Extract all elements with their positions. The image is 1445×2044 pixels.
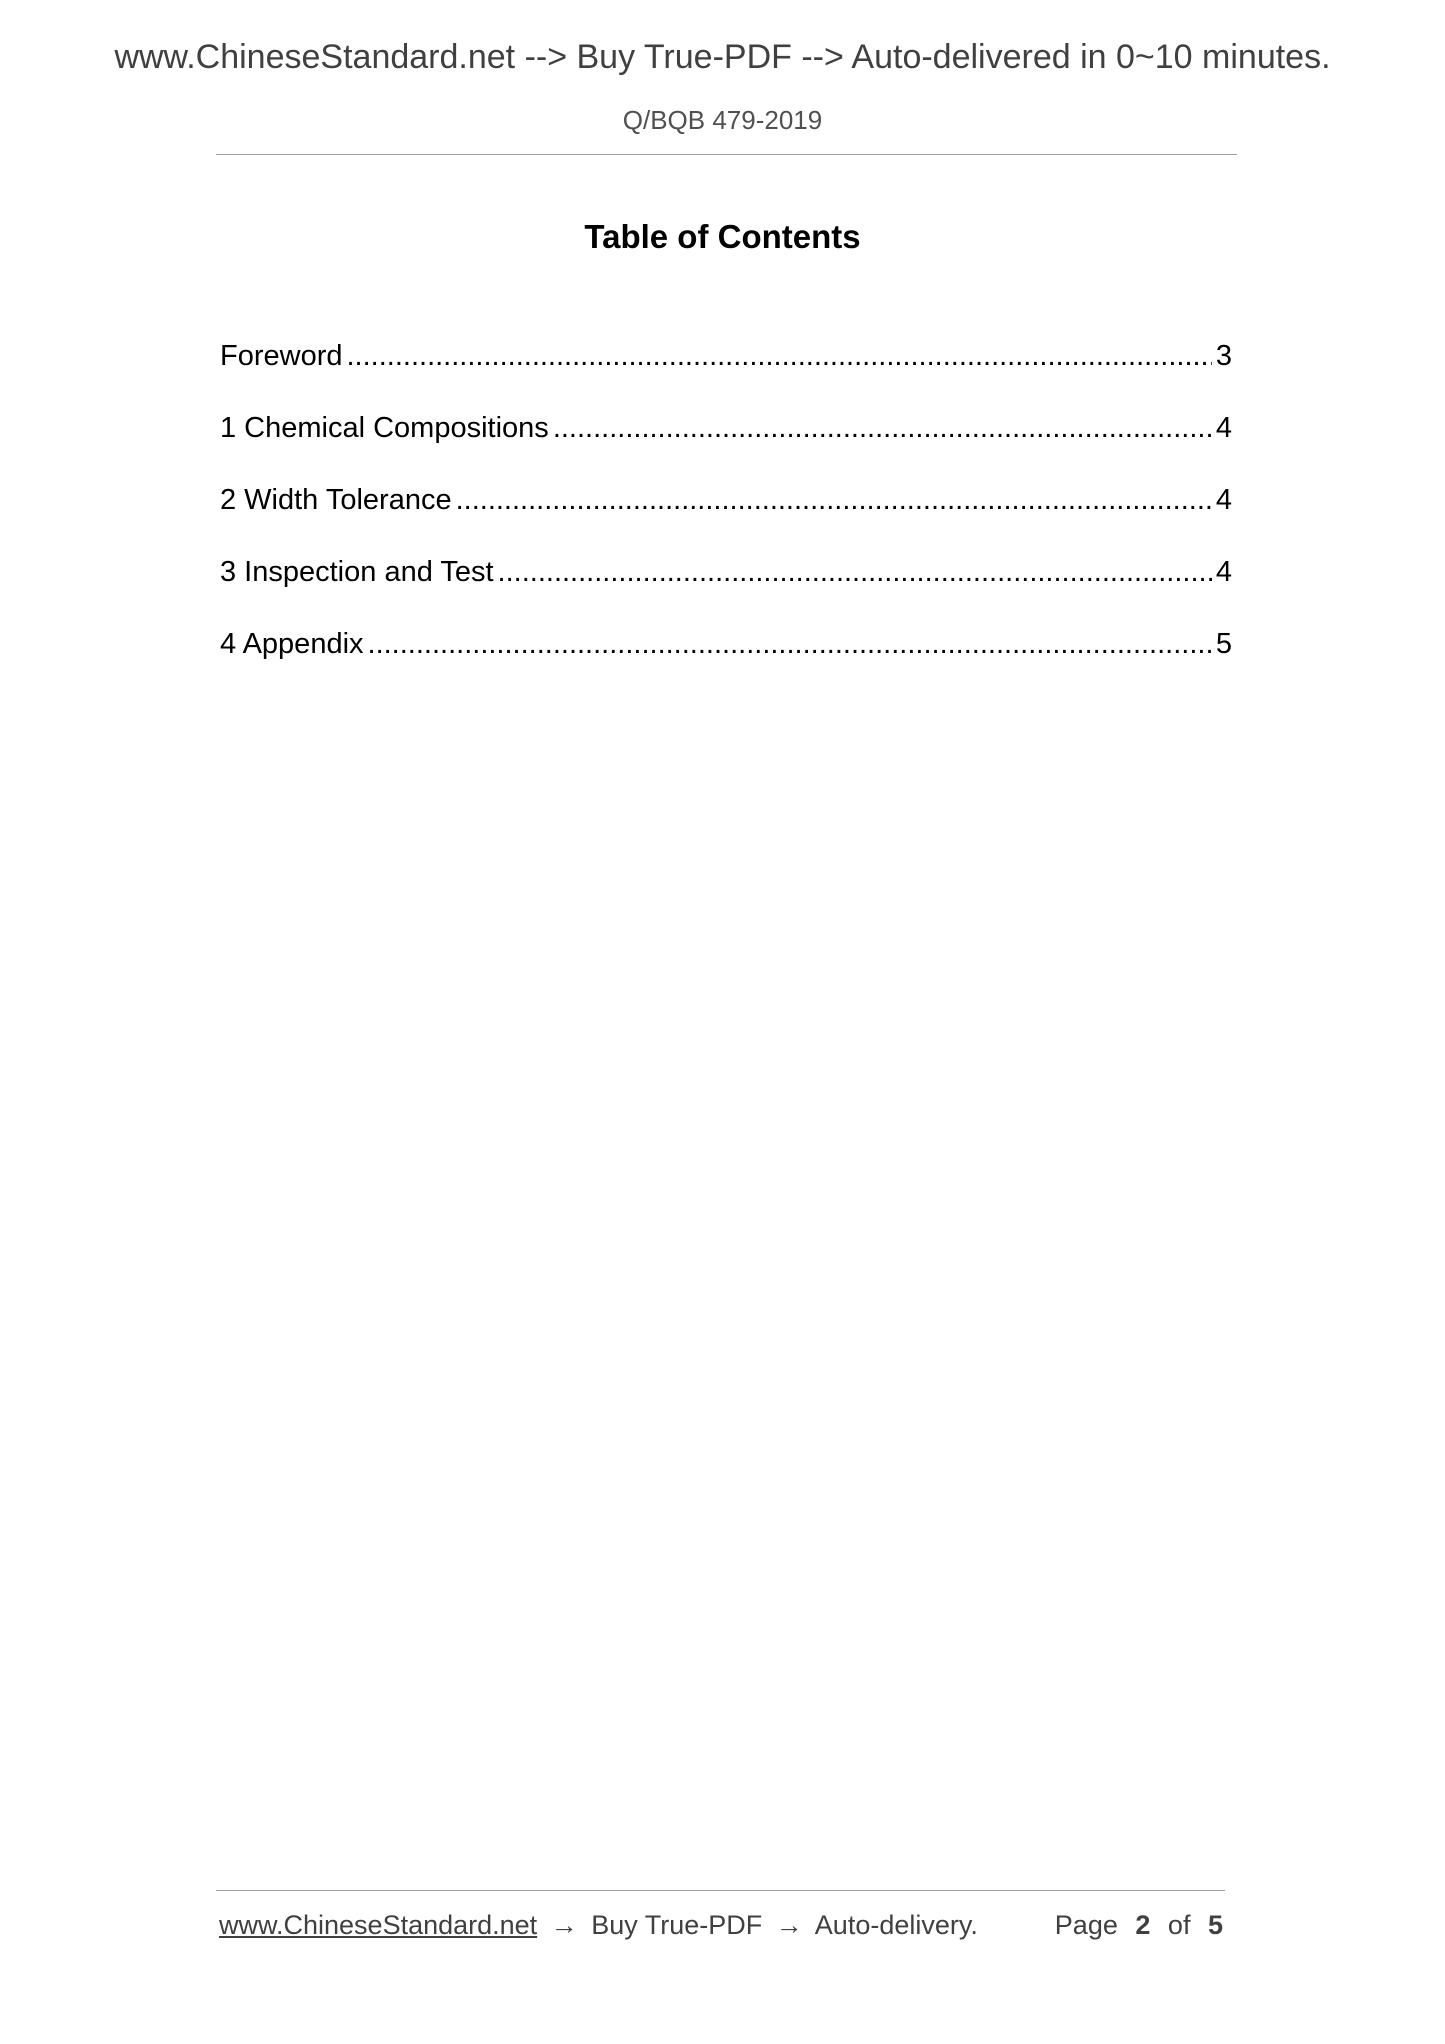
footer-buy-text: Buy True-PDF bbox=[591, 1910, 763, 1940]
footer-delivery-text: Auto-delivery. bbox=[814, 1910, 978, 1940]
footer-divider bbox=[216, 1890, 1225, 1891]
toc-entry-label: Foreword bbox=[220, 340, 343, 372]
toc-entry-label: 1 Chemical Compositions bbox=[220, 412, 549, 444]
toc-dot-leader bbox=[498, 552, 1212, 592]
toc-entry-label: 3 Inspection and Test bbox=[220, 556, 494, 588]
toc-dot-leader bbox=[456, 480, 1212, 520]
top-banner: www.ChineseStandard.net --> Buy True-PDF --> Auto-delivered in 0~10 minutes. bbox=[114, 38, 1331, 76]
toc-dot-leader bbox=[553, 408, 1212, 448]
toc-entry-chemical-compositions[interactable] bbox=[220, 408, 1232, 480]
toc-entry-page: 5 bbox=[1215, 628, 1232, 660]
document-code: Q/BQB 479-2019 bbox=[622, 105, 823, 135]
table-of-contents bbox=[220, 336, 1232, 696]
arrow-right-icon: → bbox=[775, 1910, 803, 1940]
arrow-right-icon: → bbox=[550, 1910, 578, 1940]
toc-dot-leader bbox=[368, 624, 1212, 664]
toc-title: Table of Contents bbox=[584, 218, 861, 255]
of-word: of bbox=[1167, 1910, 1191, 1940]
toc-entry-page: 4 bbox=[1215, 412, 1232, 444]
current-page-number: 2 bbox=[1135, 1910, 1151, 1940]
header-divider bbox=[216, 154, 1237, 155]
website-link[interactable]: www.ChineseStandard.net bbox=[219, 1910, 538, 1940]
toc-entry-appendix[interactable] bbox=[220, 624, 1232, 696]
toc-dot-leader bbox=[347, 336, 1212, 376]
page-indicator bbox=[1055, 1910, 1223, 1941]
toc-entry-page: 4 bbox=[1215, 556, 1232, 588]
total-pages-number: 5 bbox=[1207, 1910, 1223, 1940]
toc-entry-page: 3 bbox=[1215, 340, 1232, 372]
footer-left bbox=[219, 1910, 978, 1941]
toc-entry-inspection-and-test[interactable] bbox=[220, 552, 1232, 624]
toc-entry-foreword[interactable] bbox=[220, 336, 1232, 408]
toc-entry-width-tolerance[interactable] bbox=[220, 480, 1232, 552]
page-word: Page bbox=[1054, 1910, 1118, 1940]
toc-entry-page: 4 bbox=[1215, 484, 1232, 516]
toc-entry-label: 2 Width Tolerance bbox=[220, 484, 452, 516]
toc-entry-label: 4 Appendix bbox=[220, 628, 364, 660]
page-footer bbox=[219, 1910, 1223, 1941]
